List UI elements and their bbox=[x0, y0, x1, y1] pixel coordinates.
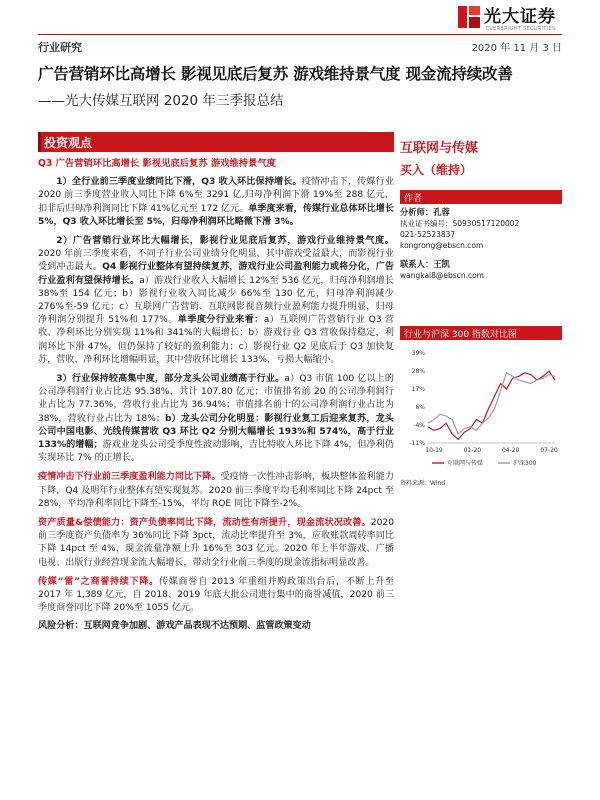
paragraph-3: 3）行业保持较高集中度，部分龙头公司业绩高于行业。a）Q3 市值 100 亿以上的公司净利润行业占比达 95.38%，共计 107.80 亿元；市值排名前 20 的公司净利润行业占比为 77.36%，营收行业占比为 36.94%；市值排名前十的公司净利润行业占比为 38%，营收行业占比为 18%；b）龙头公司分化明显：影视行业复工后迎来复苏，龙头公司中国电影、光线传媒营收 Q3 环比 Q2 分别大幅增长 193%和 574%，高于行业 133%的增幅；游戏业龙头公司受季度性波动影响，吉比特收入环比下降 4%，但净利仍实现环比 7% 的正增长。 bbox=[38, 374, 394, 464]
logo-mark-icon bbox=[458, 6, 480, 28]
legend-label-0: 互联网与传媒 bbox=[447, 460, 484, 467]
author-label: 作者 bbox=[404, 194, 423, 204]
index-comparison-chart bbox=[400, 345, 562, 483]
company-logo bbox=[458, 6, 556, 28]
logo-text: 光大证券 bbox=[484, 7, 556, 27]
legend-label-1: 沪深300 bbox=[513, 460, 537, 467]
x-tick-label: 01-20 bbox=[463, 447, 482, 454]
rating-label: 买入（维持） bbox=[400, 163, 473, 177]
section-label: 投资观点 bbox=[44, 136, 93, 150]
analyst-block bbox=[400, 207, 519, 281]
report-date: 2020 年 11 月 3 日 bbox=[471, 43, 562, 54]
chart-title-bar bbox=[400, 326, 562, 340]
y-tick-label: 28% bbox=[411, 368, 425, 375]
y-tick-label: -11% bbox=[409, 440, 425, 447]
main-body bbox=[38, 157, 394, 633]
y-tick-label: -4% bbox=[413, 422, 425, 429]
analyst-1-name: 分析师：孔蓉 bbox=[400, 207, 450, 217]
y-tick-label: 39% bbox=[411, 350, 425, 357]
lead-line: Q3 广告营销环比高增长 影视见底后复苏 游戏维持景气度 bbox=[38, 158, 276, 169]
analyst-1-email: kongrong@ebscn.com bbox=[400, 241, 484, 250]
page-title: 广告营销环比高增长 影视见底后复苏 游戏维持景气度 现金流持续改善 bbox=[38, 65, 513, 83]
analyst-2-email: wangkai8@ebscn.com bbox=[400, 271, 484, 280]
paragraph-6: 传媒“雷”之商誉持续下降。传媒商誉自 2013 年重组并购政策出台后，不断上升至 2017 年 1,389 亿元，自 2018、2019 年底大批公司进行集中的商誉减值，2020 前三季度商誉同比下降 20%至 1055 亿元。 bbox=[38, 576, 394, 614]
y-tick-label: 17% bbox=[411, 386, 425, 393]
series-line-0 bbox=[428, 371, 555, 439]
header-divider bbox=[38, 34, 562, 35]
analyst-2-name: 联系人：王凯 bbox=[400, 259, 450, 269]
paragraph-2: 2）广告营销行业环比大幅增长，影视行业见底后复苏，游戏行业维持景气度。2020 年前三季度来看，不同子行业公司业绩分化明显，其中游戏受益最大，而影视行业受到冲击最大。Q4 影视行业整体有望持续复苏，游戏行业公司盈利能力或将分化，广告行业盈利有望保持增长。a）游戏行业收入大幅增长 12%至 536 亿元，归母净利润增长 38%至 154 亿元；b）影视行业收入同比减少 66%至 130 亿元，归母净利润减少 276%至-59 亿元；c）互联网广告营销、互联网影视音频行业盈利能力提升明显，归母净利润分别提升 51%和 177%。单季度分行业来看：a）互联网广告营销行业 Q3 营收、净利环比分别实现 11%和 341%的大幅增长；b）游戏行业 Q3 营收保持稳定，利润环比下滑 47%，但仍保持了较好的盈利能力；c）影视行业 Q2 见底后于 Q3 加快复苏，营收、净利环比增幅明显，其中营收环比增长 133%，亏损大幅缩小。 bbox=[38, 236, 394, 365]
report-category: 行业研究 bbox=[38, 41, 82, 54]
author-bar bbox=[400, 190, 562, 204]
x-tick-label: 07-20 bbox=[540, 447, 558, 454]
paragraph-5: 资产质量&偿债能力：资产负债率同比下降，流动性有所提升，现金流状况改善。2020 前三季度资产负债率为 36%同比下降 3pct，流动比率提升至 3%，应收账款周转率同比下降 14pct 至 4%，现金流量净额上升 16%至 303 亿元。2020 年上半年游戏、广播电视、出版行业经营现金流大幅增长，带动全行业前三季度的现金流指标明显改善。 bbox=[38, 518, 394, 568]
x-tick-label: 10-19 bbox=[425, 447, 443, 454]
paragraph-4: 疫情冲击下行业前三季度盈利能力同比下降。受疫情一次性冲击影响，板块整体盈利能力下降，Q4 及明年行业整体有望实现复苏。2020 前三季度平均毛利率同比下降 24pct 至 28%，平均净利率同比下降至-15%，平均 ROE 同比下降至-2%。 bbox=[38, 472, 394, 509]
chart-source: 资料来源：Wind bbox=[400, 480, 446, 487]
y-tick-label: 6% bbox=[415, 404, 425, 411]
risk-analysis: 风险分析：互联网竞争加剧、游戏产品表现不达预期、监管政策变动 bbox=[38, 620, 311, 631]
page-subtitle: ——光大传媒互联网 2020 年三季报总结 bbox=[38, 93, 284, 109]
logo-subtext: EVERBRIGHT SECURITIES bbox=[486, 26, 556, 32]
analyst-1-phone: 021-52523837 bbox=[400, 230, 456, 239]
x-tick-label: 04-20 bbox=[501, 447, 520, 454]
chart-svg bbox=[400, 345, 562, 475]
industry-title: 互联网与传媒 bbox=[400, 141, 479, 156]
paragraph-1: 1）全行业前三季度业绩同比下滑，Q3 收入环比保持增长。疫情冲击下，传媒行业 2020 前三季度营业收入同比下降 6%至 3291 亿,归母净利润下滑 19%至 288 亿元，扣非后归母净利润同比下降 41%亿元至 172 亿元。单季度来看，传媒行业总体环比增长 5%，Q3 收入环比增长至 5%，归母净利润环比略微下滑 3%。 bbox=[38, 177, 394, 227]
analyst-1-cert: 执业证书编号：S0930517120002 bbox=[400, 219, 520, 228]
section-header bbox=[38, 132, 394, 152]
chart-title: 行业与沪深 300 指数对比图 bbox=[404, 330, 517, 340]
